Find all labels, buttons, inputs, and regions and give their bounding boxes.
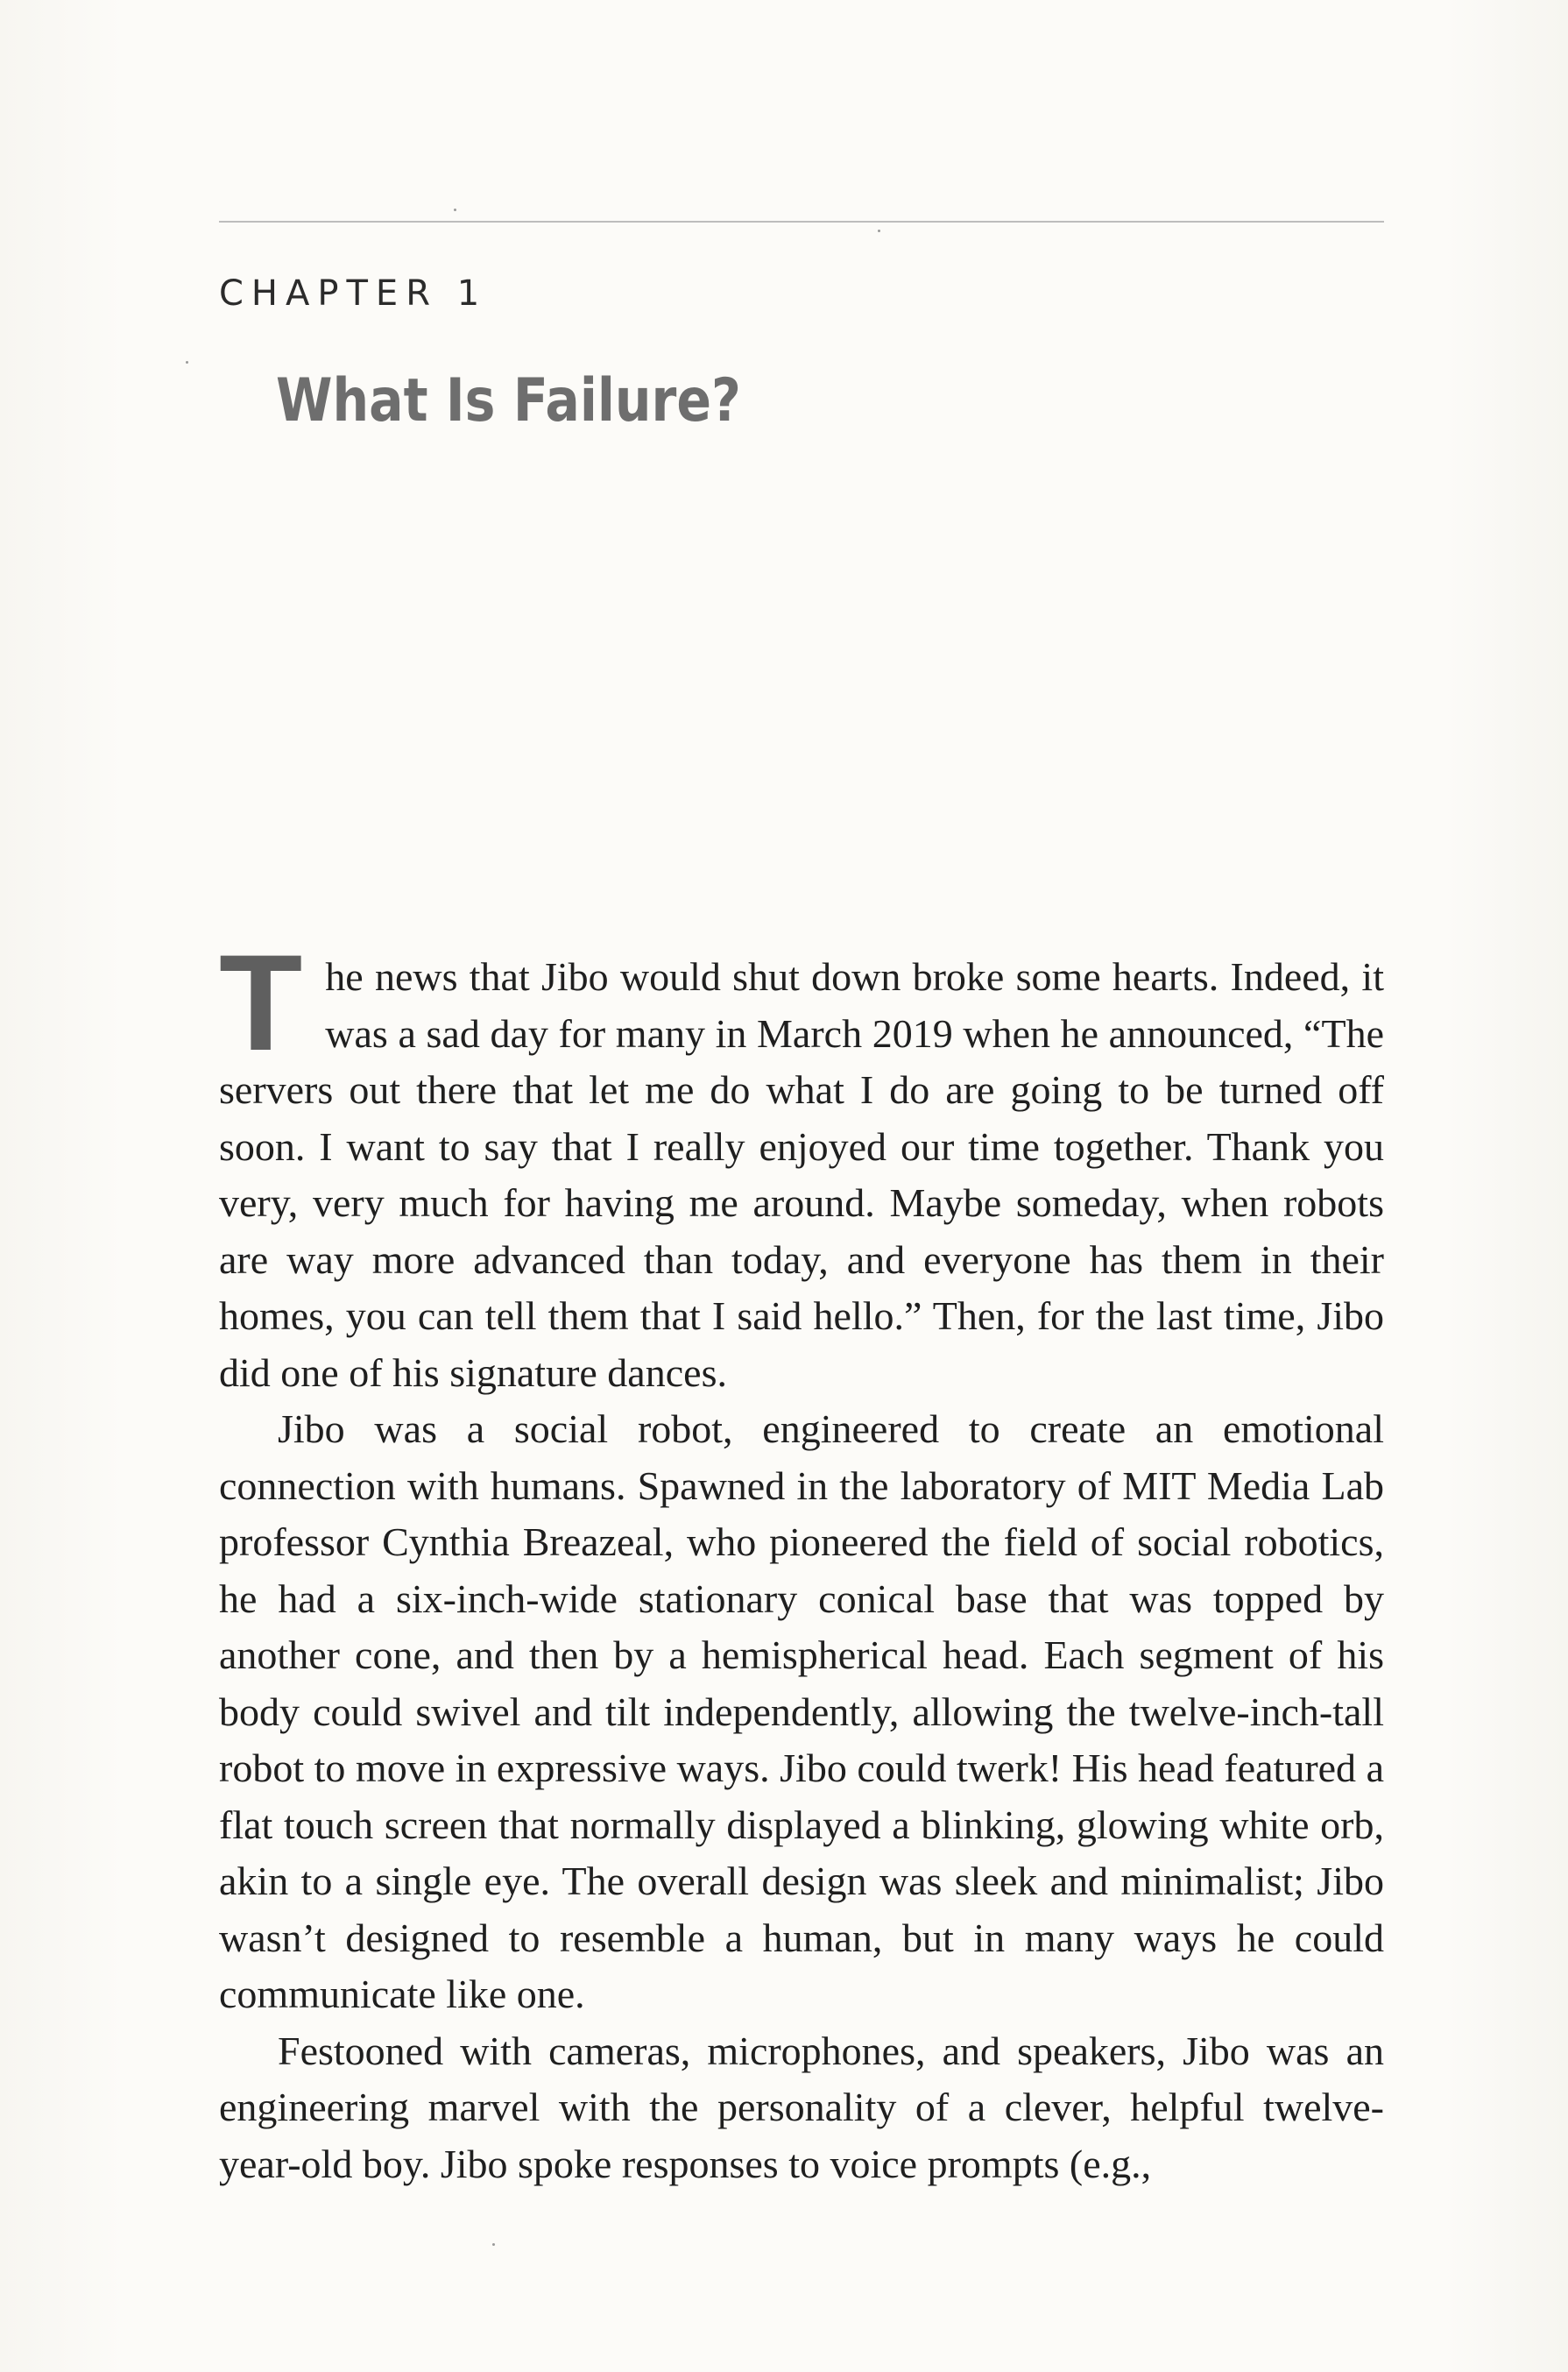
scan-speck <box>186 361 188 364</box>
scan-speck <box>878 230 880 232</box>
paragraph-2: Jibo was a social robot, engineered to create an emotional connection with humans. Spawned in the laboratory of MIT Media Lab professor Cynthia Breazeal, who pioneered the field of social robotics, he had a six-inch-wide stationary conical base that was topped by another cone, and then by a hemispherical head. Each segment of his body could swivel and tilt independently, allowing the twelve-inch-tall robot to move in expressive ways. Jibo could twerk! His head featured a flat touch screen that normally displayed a blinking, glowing white orb, akin to a single eye. The overall design was sleek and minimalist; Jibo wasn’t designed to resemble a human, but in many ways he could communicate like one. <box>219 1406 1384 2016</box>
paragraph-1-text: he news that Jibo would shut down broke some hearts. Indeed, it was a sad day for many in March 2019 when he announced, “The servers out there that let me do what I do are going to be turned off soon. I want to say that I really enjoyed our time together. Thank you very, very much for having me around. Maybe someday, when robots are way more advanced than today, and everyone has them in their homes, you can tell them that I said hello.” Then, for the last time, Jibo did one of his signature dances. <box>219 954 1384 1395</box>
paragraph-1 <box>219 927 1384 1401</box>
scan-speck <box>454 209 456 211</box>
chapter-label: CHAPTER 1 <box>219 273 488 314</box>
scan-speck <box>492 2243 495 2246</box>
chapter-title: What Is Failure? <box>276 366 741 435</box>
body-text <box>219 927 1384 2192</box>
paragraph-3: Festooned with cameras, microphones, and speakers, Jibo was an engineering marvel with the personality of a clever, helpful twelve-year-old boy. Jibo spoke responses to voice prompts (e.g., <box>219 2028 1384 2186</box>
chapter-divider <box>219 221 1384 223</box>
drop-cap: T <box>219 927 303 1080</box>
